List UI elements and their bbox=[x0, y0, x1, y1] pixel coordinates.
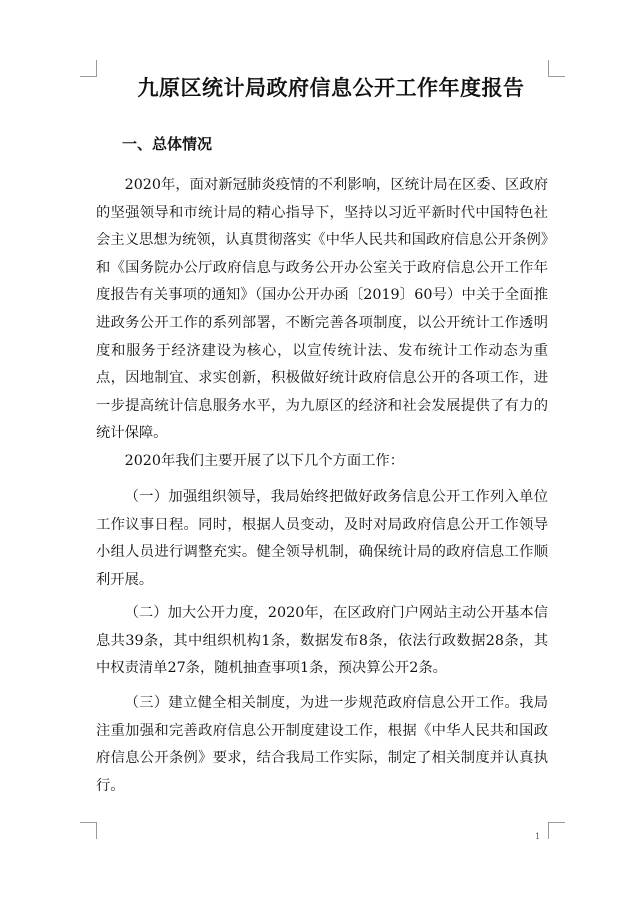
paragraph-item-1: （一）加强组织领导，我局始终把做好政务信息公开工作列入单位工作议事日程。同时，根据人员变动，及时对局政府信息公开工作领导小组人员进行调整充实。健全领导机制，确保统计局的政府信息工作顺利开展。 bbox=[96, 489, 548, 588]
crop-mark-bottom-left bbox=[80, 822, 97, 839]
crop-mark-bottom-right bbox=[548, 822, 565, 839]
paragraph-item-2: （二）加大公开力度，2020年，在区政府门户网站主动公开基本信息共39条，其中组织机构1条，数据发布8条，依法行政数据28条，其中权责清单27条，随机抽查事项1条，预决算公开2条。 bbox=[96, 605, 548, 677]
paragraph-item-3: （三）建立健全相关制度，为进一步规范政府信息公开工作。我局注重加强和完善政府信息公开制度建设工作，根据《中华人民共和国政府信息公开条例》要求，结合我局工作实际，制定了相关制度并认真执行。 bbox=[96, 695, 548, 794]
paragraph-work-intro: 2020年我们主要开展了以下几个方面工作： bbox=[124, 453, 405, 469]
crop-mark-top-left bbox=[80, 60, 97, 77]
paragraph-overview: 2020年，面对新冠肺炎疫情的不利影响，区统计局在区委、区政府的坚强领导和市统计局的精心指导下，坚持以习近平新时代中国特色社会主义思想为统领，认真贯彻落实《中华人民共和国政府信息公开条例》和《国务院办公厅政府信息与政务公开办公室关于政府信息公开工作年度报告有关事项的通知》（国办公开办函〔2019〕60号）中关于全面推进政务公开工作的系列部署，不断完善各项制度，以公开统计工作透明度和服务于经济建设为核心，以宣传统计法、发布统计工作动态为重点，因地制宜、求实创新，积极做好统计政府信息公开的各项工作，进一步提高统计信息服务水平，为九原区的经济和社会发展提供了有力的统计保障。 bbox=[96, 177, 548, 442]
page-number: 1 bbox=[535, 832, 541, 841]
section-heading: 一、总体情况 bbox=[122, 135, 213, 153]
document-title: 九原区统计局政府信息公开工作年度报告 bbox=[137, 75, 525, 100]
